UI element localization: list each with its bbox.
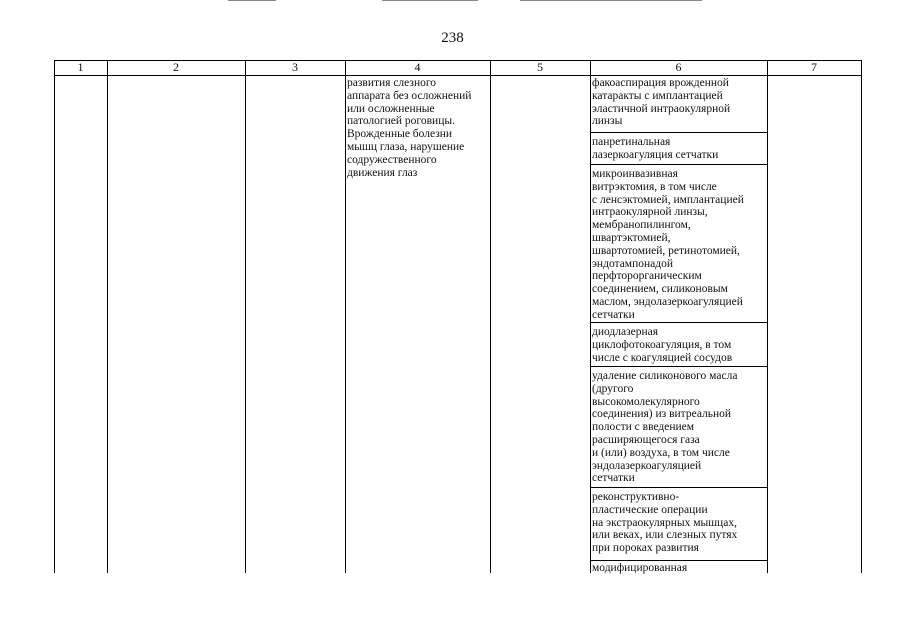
header-cell-4: 4 <box>414 60 421 74</box>
row-separator <box>590 487 767 488</box>
page-number: 238 <box>441 30 464 46</box>
header-cell-6: 6 <box>675 60 682 74</box>
column-border <box>107 60 108 573</box>
header-cell-7: 7 <box>811 60 817 74</box>
disease-description: развития слезного аппарата без осложнений или осложненные патологией роговицы. Врожденные болезни мышц глаза, нарушение содружественного движения глаз <box>347 77 472 179</box>
top-rule <box>520 0 702 1</box>
row-separator <box>590 132 767 133</box>
treatment-method: факоаспирация врожденной катаракты с имплантацией эластичной интраокулярной линзы <box>592 77 731 128</box>
row-separator <box>590 560 767 561</box>
header-cell-1: 1 <box>77 60 84 74</box>
column-border <box>54 60 55 573</box>
treatment-method: диодлазерная циклофотокоагуляция, в том числе с коагуляцией сосудов <box>592 326 733 364</box>
column-border <box>245 60 246 573</box>
column-border <box>861 60 862 573</box>
column-border <box>345 60 346 573</box>
treatment-method: панретинальная лазеркоагуляция сетчатки <box>592 136 719 161</box>
column-border <box>590 60 591 573</box>
column-border <box>767 60 768 573</box>
treatment-method: модифицированная <box>592 562 688 574</box>
column-border <box>490 60 491 573</box>
row-separator <box>590 366 767 367</box>
header-bottom-border <box>54 75 862 76</box>
treatment-method: удаление силиконового масла (другого высокомолекулярного соединения) из витреальной полости с введением расширяющегося газа и (или) воздуха, в том числе эндолазеркоагуляцией сетчатки <box>592 370 738 485</box>
top-rule <box>228 0 276 1</box>
header-cell-5: 5 <box>537 60 543 74</box>
treatment-method: реконструктивно- пластические операции на экстраокулярных мышцах, или веках, или слезных путях при пороках развития <box>592 491 738 555</box>
header-cell-3: 3 <box>292 60 298 74</box>
row-separator <box>590 164 767 165</box>
header-cell-2: 2 <box>173 60 179 74</box>
top-rule <box>382 0 478 1</box>
treatment-method: микроинвазивная витрэктомия, в том числе с ленсэктомией, имплантацией интраокулярной линзы, мембранопилингом, швартэктомией, швартотомией, ретинотомией, эндотампонадой перфторорганическим соединением, силиконовым маслом, эндолазеркоагуляцией сетчатки <box>592 168 744 321</box>
row-separator <box>590 322 767 323</box>
document-table <box>54 60 862 573</box>
